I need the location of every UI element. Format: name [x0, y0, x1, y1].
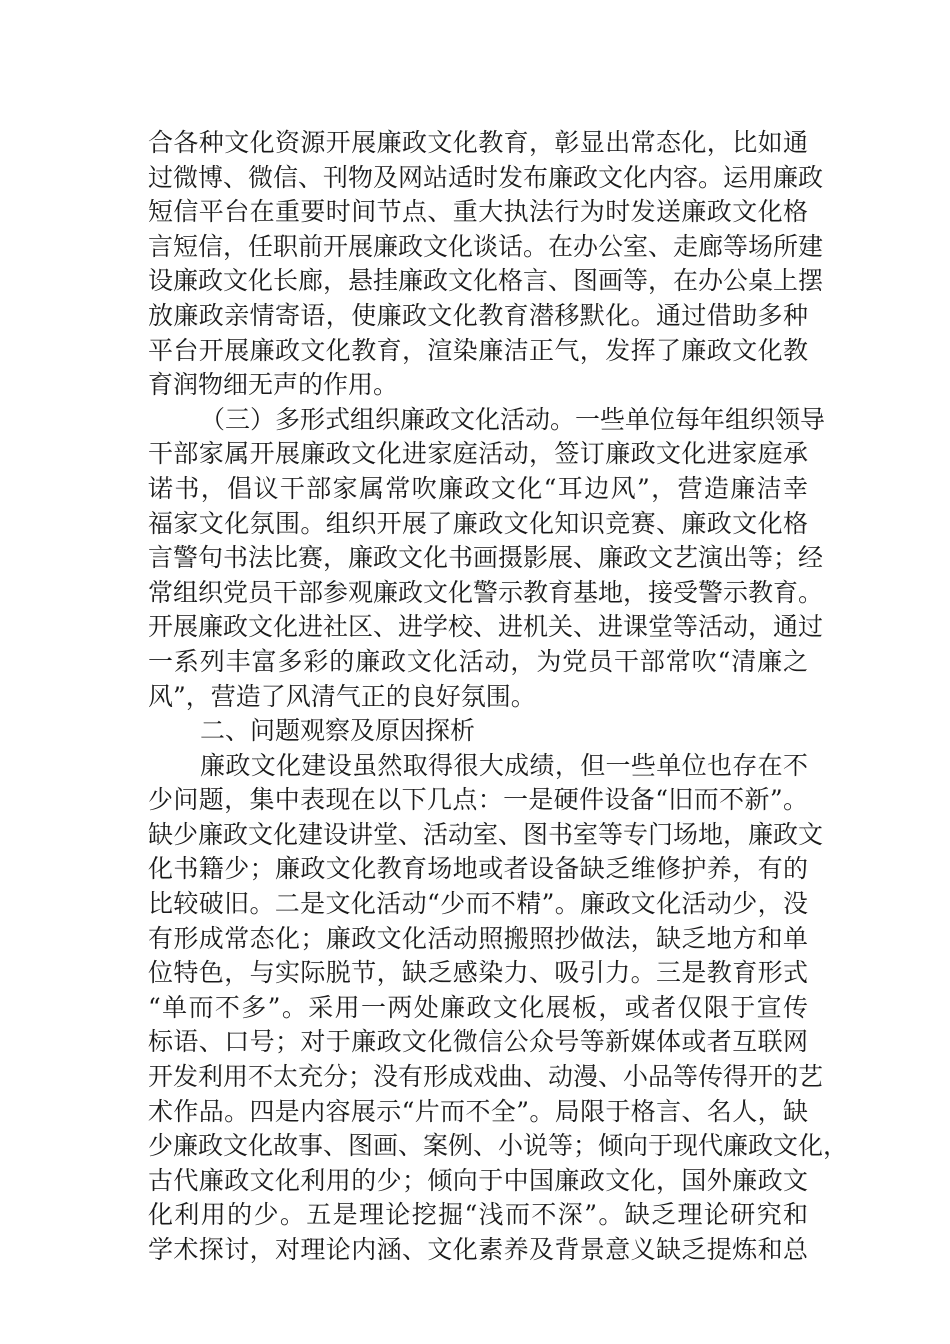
- text-line: 廉政文化建设虽然取得很大成绩，但一些单位也存在不: [200, 750, 808, 780]
- text-line: 化书籍少；廉政文化教育场地或者设备缺乏维修护养，有的: [148, 854, 808, 884]
- section-heading-line: （三）多形式组织廉政文化活动。一些单位每年组织领导: [200, 404, 826, 434]
- text-line: 过微博、微信、刊物及网站适时发布廉政文化内容。运用廉政: [148, 162, 824, 192]
- text-line: “单而不多”。采用一两处廉政文化展板，或者仅限于宣传: [148, 992, 808, 1022]
- text-line: 设廉政文化长廊，悬挂廉政文化格言、图画等，在办公桌上摆: [148, 266, 824, 296]
- text-line: 福家文化氛围。组织开展了廉政文化知识竞赛、廉政文化格: [148, 508, 808, 538]
- text-line: 言警句书法比赛，廉政文化书画摄影展、廉政文艺演出等；经: [148, 543, 824, 573]
- section-heading: 二、问题观察及原因探析: [200, 716, 476, 746]
- text-line: 学术探讨，对理论内涵、文化素养及背景意义缺乏提炼和总: [148, 1235, 808, 1264]
- text-line: 位特色，与实际脱节，缺乏感染力、吸引力。三是教育形式: [148, 958, 808, 988]
- text-line: 化利用的少。五是理论挖掘“浅而不深”。缺乏理论研究和: [148, 1200, 808, 1230]
- text-line: 术作品。四是内容展示“片而不全”。局限于格言、名人，缺: [148, 1096, 808, 1126]
- text-line: 育润物细无声的作用。: [148, 370, 399, 400]
- text-line: 比较破旧。二是文化活动“少而不精”。廉政文化活动少，没: [148, 889, 808, 919]
- text-line: 少廉政文化故事、图画、案例、小说等；倾向于现代廉政文化，: [148, 1131, 849, 1161]
- document-body: [148, 126, 849, 1268]
- text-line: 缺少廉政文化建设讲堂、活动室、图书室等专门场地，廉政文: [148, 819, 824, 849]
- text-line: 短信平台在重要时间节点、重大执法行为时发送廉政文化格: [148, 197, 808, 227]
- text-line: 平台开展廉政文化教育，渲染廉洁正气，发挥了廉政文化教: [148, 335, 808, 365]
- text-line: 风”，营造了风清气正的良好氛围。: [148, 681, 536, 711]
- text-line: 一系列丰富多彩的廉政文化活动，为党员干部常吹“清廉之: [148, 646, 808, 676]
- text-line: 开展廉政文化进社区、进学校、进机关、进课堂等活动，通过: [148, 612, 824, 642]
- text-line: 合各种文化资源开展廉政文化教育，彰显出常态化，比如通: [148, 128, 808, 157]
- text-line: 诺书，倡议干部家属常吹廉政文化“耳边风”，营造廉洁幸: [148, 473, 808, 503]
- text-line: 开发利用不太充分；没有形成戏曲、动漫、小品等传得开的艺: [148, 1062, 824, 1092]
- text-line: 标语、口号；对于廉政文化微信公众号等新媒体或者互联网: [148, 1027, 808, 1057]
- text-line: 常组织党员干部参观廉政文化警示教育基地，接受警示教育。: [148, 577, 824, 607]
- text-line: 少问题，集中表现在以下几点：一是硬件设备“旧而不新”。: [148, 785, 808, 815]
- text-line: 古代廉政文化利用的少；倾向于中国廉政文化，国外廉政文: [148, 1165, 808, 1195]
- text-line: 言短信，任职前开展廉政文化谈话。在办公室、走廊等场所建: [148, 231, 824, 261]
- text-line: 干部家属开展廉政文化进家庭活动，签订廉政文化进家庭承: [148, 439, 808, 469]
- text-line: 放廉政亲情寄语，使廉政文化教育潜移默化。通过借助多种: [148, 300, 808, 330]
- text-line: 有形成常态化；廉政文化活动照搬照抄做法，缺乏地方和单: [148, 923, 808, 953]
